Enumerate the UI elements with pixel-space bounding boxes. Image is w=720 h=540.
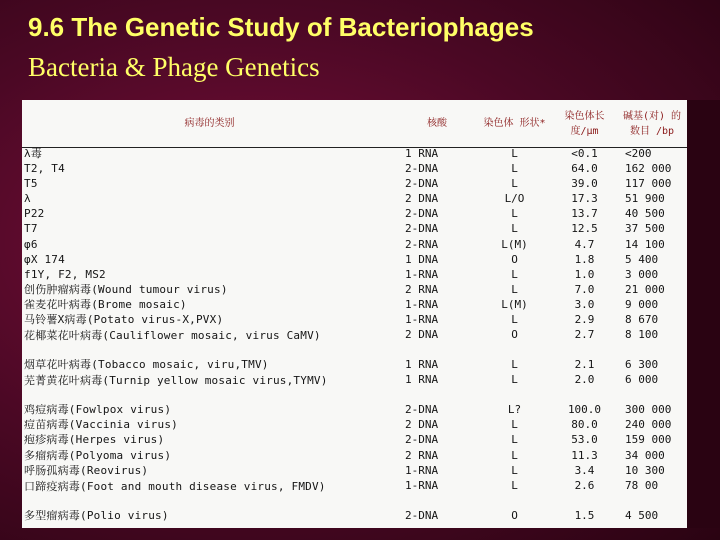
table-row	[22, 419, 687, 434]
base-pairs-cell: 6 000	[625, 374, 659, 387]
slide-title: 9.6 The Genetic Study of Bacteriophages	[28, 12, 534, 42]
chromosome-shape-cell: L	[511, 449, 518, 462]
base-pairs-cell: 14 100	[625, 238, 665, 251]
nucleic-acid-cell: 2-DNA	[405, 404, 439, 417]
scanned-table-image	[22, 100, 687, 528]
nucleic-acid-cell: 1 RNA	[405, 147, 439, 160]
table-row	[22, 329, 687, 359]
chromosome-shape-cell: O	[511, 329, 518, 342]
virus-name-cell: 呼肠孤病毒(Reovirus)	[24, 464, 149, 477]
base-pairs-cell: 51 900	[625, 193, 665, 206]
chromosome-length-cell: 11.3	[571, 449, 598, 462]
virus-name-cell: T2, T4	[24, 163, 65, 176]
chromosome-shape-cell: L	[511, 434, 518, 447]
virus-name-cell: λ毒	[24, 147, 43, 160]
chromosome-length-cell: 17.3	[571, 193, 598, 206]
slide-right-margin	[687, 100, 720, 528]
chromosome-length-cell: 7.0	[574, 283, 595, 296]
chromosome-length-cell: 80.0	[571, 419, 598, 432]
base-pairs-cell: 21 000	[625, 283, 665, 296]
nucleic-acid-cell: 2-DNA	[405, 434, 439, 447]
base-pairs-cell: 5 400	[625, 253, 659, 266]
table-row	[22, 314, 687, 329]
nucleic-acid-cell: 2 RNA	[405, 449, 439, 462]
virus-name-cell: T5	[24, 178, 38, 191]
table-row	[22, 434, 687, 449]
nucleic-acid-cell: 1 RNA	[405, 359, 439, 372]
table-row	[22, 284, 687, 299]
table-row	[22, 510, 687, 525]
table-row	[22, 163, 687, 178]
chromosome-length-cell: 4.7	[574, 238, 595, 251]
base-pairs-cell: 78 00	[625, 479, 659, 492]
nucleic-acid-cell: 1-RNA	[405, 268, 439, 281]
virus-genome-table	[22, 100, 687, 525]
chromosome-shape-cell: O	[511, 509, 518, 522]
header-chromosome-shape: 染色体 形状*	[483, 118, 546, 129]
virus-name-cell: T7	[24, 223, 38, 236]
nucleic-acid-cell: 2-DNA	[405, 223, 439, 236]
chromosome-shape-cell: L(M)	[501, 298, 528, 311]
slide-header	[0, 0, 720, 100]
virus-name-cell: 马铃薯X病毒(Potato virus-X,PVX)	[24, 314, 224, 327]
base-pairs-cell: 240 000	[625, 419, 672, 432]
nucleic-acid-cell: 1 DNA	[405, 253, 439, 266]
base-pairs-cell: 40 500	[625, 208, 665, 221]
chromosome-length-cell: 3.0	[574, 298, 595, 311]
table-row	[22, 465, 687, 480]
table-row	[22, 450, 687, 465]
virus-name-cell: λ	[24, 193, 31, 206]
chromosome-length-cell: 13.7	[571, 208, 598, 221]
chromosome-shape-cell: L	[511, 268, 518, 281]
base-pairs-cell: 6 300	[625, 359, 659, 372]
table-row	[22, 480, 687, 510]
chromosome-shape-cell: O	[511, 253, 518, 266]
base-pairs-cell: 10 300	[625, 464, 665, 477]
table-row	[22, 239, 687, 254]
base-pairs-cell: 37 500	[625, 223, 665, 236]
nucleic-acid-cell: 2-RNA	[405, 238, 439, 251]
base-pairs-cell: 159 000	[625, 434, 672, 447]
nucleic-acid-cell: 2 DNA	[405, 329, 439, 342]
chromosome-length-cell: 2.6	[574, 479, 595, 492]
header-chromosome-length: 染色体长 度/μm	[564, 110, 605, 137]
table-row	[22, 299, 687, 314]
chromosome-shape-cell: L	[511, 314, 518, 327]
nucleic-acid-cell: 1 RNA	[405, 374, 439, 387]
base-pairs-cell: 34 000	[625, 449, 665, 462]
table-row	[22, 208, 687, 223]
chromosome-shape-cell: L	[511, 419, 518, 432]
virus-name-cell: 鸡痘病毒(Fowlpox virus)	[24, 404, 172, 417]
table-header-row	[22, 100, 687, 148]
chromosome-length-cell: 2.1	[574, 359, 595, 372]
base-pairs-cell: 162 000	[625, 163, 672, 176]
virus-name-cell: 多瘤病毒(Polyoma virus)	[24, 449, 172, 462]
nucleic-acid-cell: 2-DNA	[405, 163, 439, 176]
virus-name-cell: φ6	[24, 238, 38, 251]
table-row	[22, 404, 687, 419]
chromosome-length-cell: 3.4	[574, 464, 595, 477]
nucleic-acid-cell: 1-RNA	[405, 479, 439, 492]
nucleic-acid-cell: 2 DNA	[405, 419, 439, 432]
chromosome-shape-cell: L	[511, 163, 518, 176]
nucleic-acid-cell: 2-DNA	[405, 208, 439, 221]
chromosome-length-cell: 1.0	[574, 268, 595, 281]
table-row	[22, 374, 687, 404]
chromosome-length-cell: 53.0	[571, 434, 598, 447]
virus-name-cell: 疱疹病毒(Herpes virus)	[24, 434, 165, 447]
chromosome-shape-cell: L/O	[504, 193, 525, 206]
virus-name-cell: 痘苗病毒(Vaccinia virus)	[24, 419, 178, 432]
nucleic-acid-cell: 2-DNA	[405, 178, 439, 191]
chromosome-shape-cell: L	[511, 283, 518, 296]
chromosome-shape-cell: L	[511, 178, 518, 191]
chromosome-length-cell: 100.0	[567, 404, 602, 417]
chromosome-length-cell: 12.5	[571, 223, 598, 236]
virus-name-cell: φX 174	[24, 253, 65, 266]
chromosome-shape-cell: L(M)	[501, 238, 528, 251]
nucleic-acid-cell: 2 RNA	[405, 283, 439, 296]
nucleic-acid-cell: 2 DNA	[405, 193, 439, 206]
chromosome-shape-cell: L	[511, 208, 518, 221]
chromosome-length-cell: 39.0	[571, 178, 598, 191]
virus-name-cell: 口蹄疫病毒(Foot and mouth disease virus, FMDV)	[24, 479, 326, 493]
table-row	[22, 148, 687, 164]
virus-name-cell: 芜菁黄花叶病毒(Turnip yellow mosaic virus,TYMV)	[24, 374, 328, 388]
nucleic-acid-cell: 1-RNA	[405, 298, 439, 311]
virus-name-cell: 创伤肿瘤病毒(Wound tumour virus)	[24, 283, 228, 296]
base-pairs-cell: <200	[625, 147, 652, 160]
base-pairs-cell: 300 000	[625, 404, 672, 417]
nucleic-acid-cell: 1-RNA	[405, 314, 439, 327]
chromosome-shape-cell: L	[511, 359, 518, 372]
virus-name-cell: f1Y, F2, MS2	[24, 268, 106, 281]
chromosome-length-cell: 2.7	[574, 329, 595, 342]
chromosome-length-cell: 2.9	[574, 314, 595, 327]
base-pairs-cell: 9 000	[625, 298, 659, 311]
header-base-pairs: 碱基(对) 的数目 /bp	[622, 110, 682, 137]
virus-name-cell: 烟草花叶病毒(Tobacco mosaic, viru,TMV)	[24, 359, 269, 372]
base-pairs-cell: 8 670	[625, 314, 659, 327]
chromosome-length-cell: 64.0	[571, 163, 598, 176]
header-nucleic-acid: 核酸	[427, 118, 447, 129]
header-virus-type: 病毒的类别	[184, 118, 235, 129]
chromosome-shape-cell: L	[511, 464, 518, 477]
table-row	[22, 269, 687, 284]
chromosome-length-cell: 1.8	[574, 253, 595, 266]
chromosome-shape-cell: L	[511, 374, 518, 387]
virus-name-cell: 花椰菜花叶病毒(Cauliflower mosaic, virus CaMV)	[24, 329, 321, 343]
table-row	[22, 223, 687, 238]
table-row	[22, 254, 687, 269]
chromosome-shape-cell: L?	[507, 404, 522, 417]
table-body	[22, 148, 687, 525]
base-pairs-cell: 117 000	[625, 178, 672, 191]
virus-name-cell: 多型瘤病毒(Polio virus)	[24, 509, 169, 522]
base-pairs-cell: 8 100	[625, 329, 659, 342]
virus-name-cell: P22	[24, 208, 45, 221]
virus-name-cell: 雀麦花叶病毒(Brome mosaic)	[24, 298, 187, 311]
nucleic-acid-cell: 2-DNA	[405, 509, 439, 522]
slide-subtitle: Bacteria & Phage Genetics	[28, 52, 320, 82]
chromosome-shape-cell: L	[511, 223, 518, 236]
chromosome-shape-cell: L	[511, 479, 518, 492]
chromosome-length-cell: <0.1	[571, 147, 598, 160]
chromosome-length-cell: 2.0	[574, 374, 595, 387]
table-row	[22, 359, 687, 374]
chromosome-shape-cell: L	[511, 147, 518, 160]
chromosome-length-cell: 1.5	[574, 509, 595, 522]
base-pairs-cell: 3 000	[625, 268, 659, 281]
nucleic-acid-cell: 1-RNA	[405, 464, 439, 477]
table-row	[22, 178, 687, 193]
table-row	[22, 193, 687, 208]
base-pairs-cell: 4 500	[625, 509, 659, 522]
